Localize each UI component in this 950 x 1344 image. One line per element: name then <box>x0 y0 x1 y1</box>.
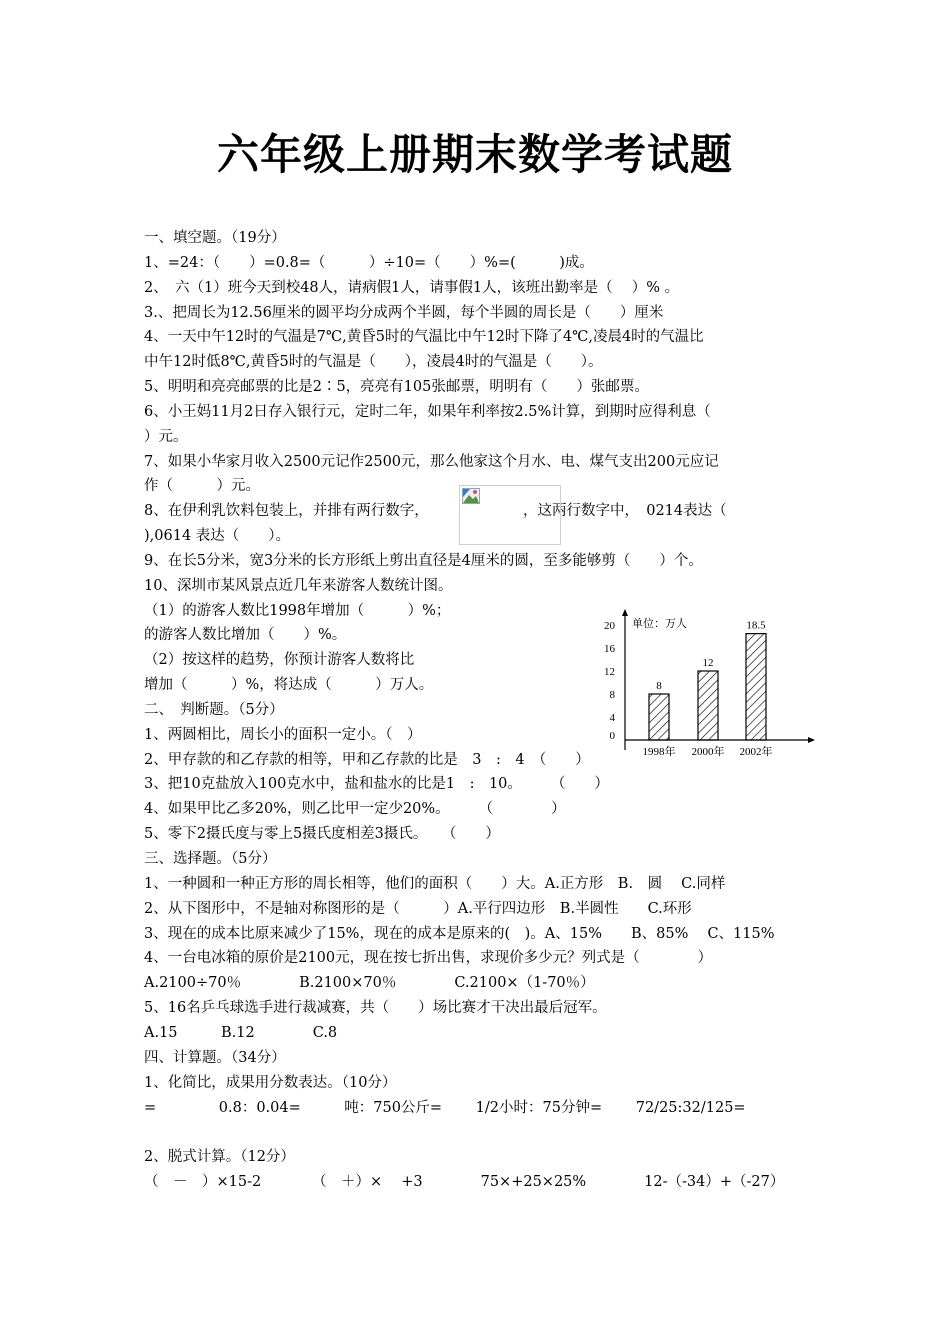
y-tick-label: 4 <box>609 712 615 724</box>
y-tick-label: 20 <box>604 620 615 632</box>
question-line: = 0.8：0.04= 吨：750公斤= 1/2小时：75分钟= 72/25:32/125= <box>144 1100 746 1116</box>
visitor-bar-chart <box>596 606 818 768</box>
question-line: 中午12时低8℃,黄昏5时的气温是（ ），凌晨4时的气温是（ ）。 <box>144 354 603 370</box>
question-line: 8、在伊利乳饮料包装上，并排有两行数字， ，这两行数字中， 0214表达（ <box>144 503 727 519</box>
question-line: （2）按这样的趋势，你预计游客人数将比 <box>144 652 415 668</box>
x-category-label: 2000年 <box>691 746 725 758</box>
question-line: 7、如果小华家月收入2500元记作2500元，那么他家这个月水、电、煤气支出200元应记 <box>144 454 719 470</box>
section-judge-heading: 二、 判断题。（5分） <box>144 702 284 718</box>
bar <box>649 694 669 740</box>
question-line: 3、把10克盐放入100克水中，盐和盐水的比是1 : 10。 （ ） <box>144 776 609 792</box>
y-axis-arrow <box>622 609 628 616</box>
section-calc-heading: 四、计算题。（34分） <box>144 1050 286 1066</box>
y-tick-label: 0 <box>609 730 615 742</box>
bar-data-label: 12 <box>702 657 714 669</box>
page-title: 六年级上册期末数学考试题 <box>216 130 733 179</box>
question-line: ),0614 表达（ ）。 <box>144 528 291 544</box>
question-line: 2、 六（1）班今天到校48人，请病假1人，请事假1人，该班出勤率是（ ）% 。 <box>144 280 680 296</box>
bars <box>643 620 773 758</box>
bar <box>698 671 718 740</box>
question-line: ）元。 <box>144 429 188 445</box>
y-tick-labels <box>604 620 616 742</box>
broken-image-icon <box>462 488 480 504</box>
question-line: 3.、把周长为12.56厘米的圆平均分成两个半圆，每个半圆的周长是（ ）厘米 <box>144 305 664 321</box>
y-tick-label: 16 <box>604 643 615 655</box>
question-line: 2、从下图形中，不是轴对称图形的是（ ）A.平行四边形 B.半圆性 C.环形 <box>144 901 692 917</box>
question-line: （1）的游客人数比1998年增加（ ）%； <box>144 603 451 619</box>
section-fill-heading: 一、填空题。（19分） <box>144 230 286 246</box>
bar-data-label: 18.5 <box>746 619 766 632</box>
question-line: 的游客人数比增加（ ）%。 <box>144 627 347 643</box>
x-category-label: 1998年 <box>642 746 676 758</box>
question-line: A.15 B.12 C.8 <box>144 1025 338 1041</box>
bar <box>746 634 766 740</box>
question-line: 5、零下2摄氏度与零上5摄氏度相差3摄氏。 （ ） <box>144 826 500 842</box>
question-line: 1、两圆相比，周长小的面积一定小。（ ） <box>144 727 422 743</box>
question-line: 4、一台电冰箱的原价是2100元，现在按七折出售，求现价多少元？列式是（ ） <box>144 950 713 966</box>
question-line: 增加（ ）%，将达成（ ）万人。 <box>144 677 434 693</box>
y-tick-label: 12 <box>604 666 615 678</box>
broken-image-placeholder <box>459 485 561 545</box>
question-line: 1、一种圆和一种正方形的周长相等，他们的面积（ ）大。A.正方形 B. 圆 C.同样 <box>144 876 726 892</box>
y-tick-label: 8 <box>609 689 615 701</box>
question-line: A.2100÷70％ B.2100×70％ C.2100×（1-70％） <box>144 975 595 991</box>
question-line: 1、化简比，成果用分数表达。（10分） <box>144 1075 397 1091</box>
bar-data-label: 8 <box>656 680 662 692</box>
question-line: 4、如果甲比乙多20%，则乙比甲一定少20%。 （ ） <box>144 801 566 817</box>
question-line: 9、在长5分米，宽3分米的长方形纸上剪出直径是4厘米的圆，至多能够剪（ ）个。 <box>144 553 703 569</box>
question-line: 2、脱式计算。（12分） <box>144 1149 295 1165</box>
question-line: 5、明明和亮亮邮票的比是2∶5，亮亮有105张邮票，明明有（ ）张邮票。 <box>144 379 649 395</box>
chart-unit-label: 单位：万人 <box>632 618 687 630</box>
x-axis-arrow <box>808 737 815 743</box>
question-line: 5、16名乒乓球选手进行裁减赛，共（ ）场比赛才干决出最后冠军。 <box>144 1000 607 1016</box>
question-line: 6、小王妈11月2日存入银行元，定时二年，如果年利率按2.5%计算，到期时应得利息（ <box>144 404 711 420</box>
question-line: 1、=24：（ ）=0.8=（ ）÷10=（ ）%=( )成。 <box>144 255 594 271</box>
question-line: 3、现在的成本比原来减少了15%，现在的成本是原来的( )。A、15% B、85% C、115% <box>144 926 775 942</box>
question-line: 作（ ）元。 <box>144 478 260 494</box>
section-choice-heading: 三、选择题。（5分） <box>144 851 277 867</box>
question-line: 2、甲存款的和乙存款的相等，甲和乙存款的比是 3 : 4 （ ） <box>144 752 590 768</box>
x-category-label: 2002年 <box>739 746 773 758</box>
question-line: 10、深圳市某风景点近几年来游客人数统计图。 <box>144 578 453 594</box>
question-line: 4、一天中午12时的气温是7℃,黄昏5时的气温比中午12时下降了4℃,凌晨4时的气温比 <box>144 329 704 345</box>
question-line: （ － ）×15-2 （ ＋）× +3 75×+25×25% 12-（-34）+（-27） <box>144 1174 785 1190</box>
